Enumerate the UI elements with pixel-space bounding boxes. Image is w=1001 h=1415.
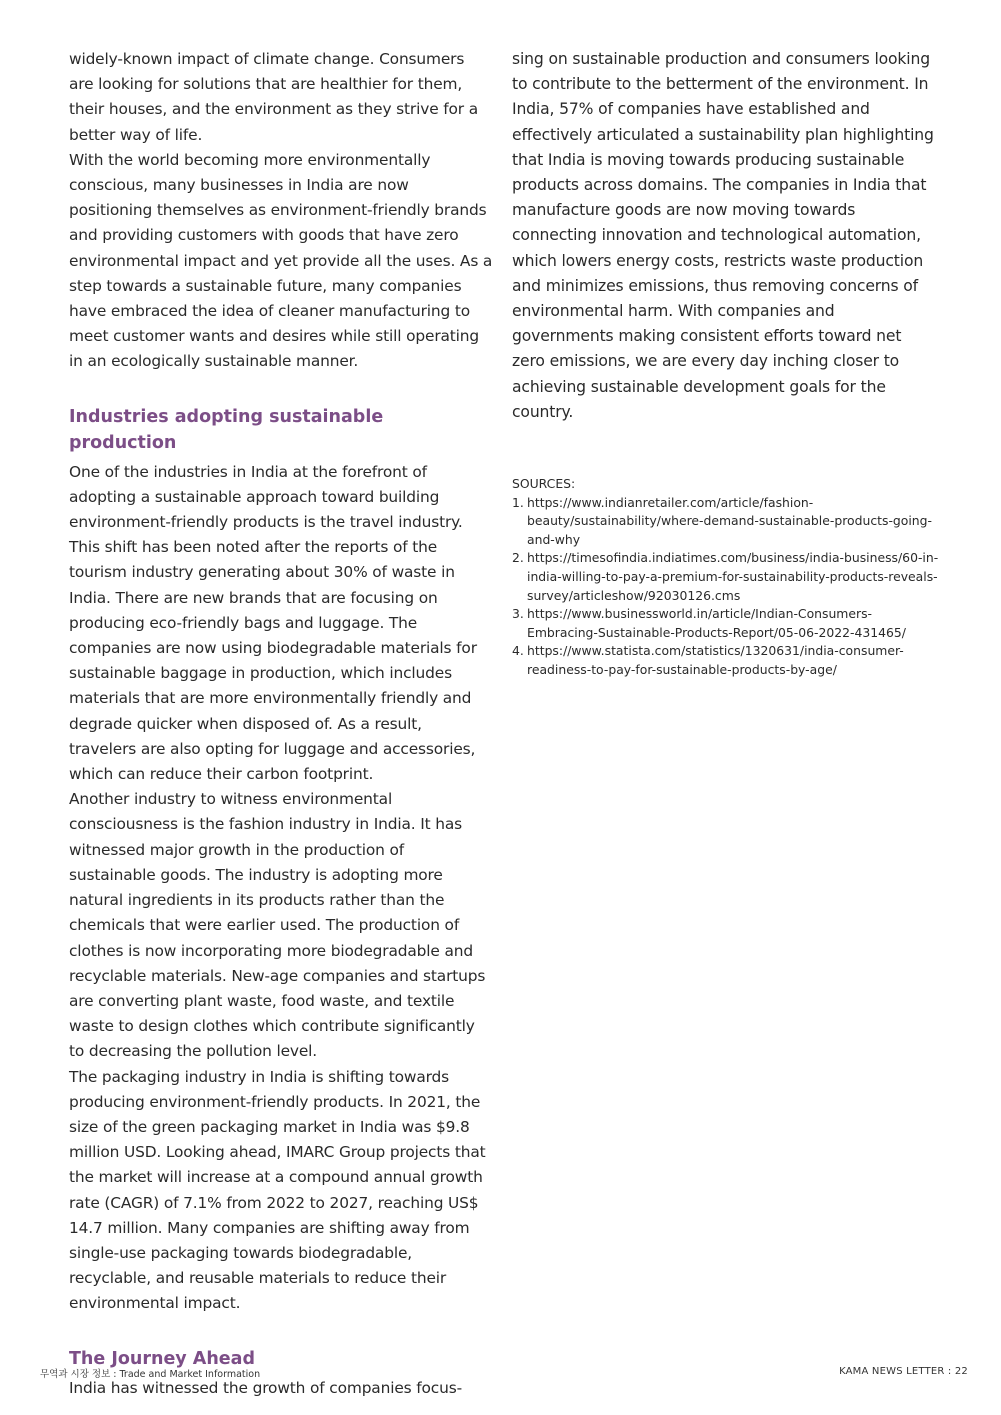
intro-text xyxy=(69,47,493,375)
industries-text xyxy=(69,460,493,1317)
source-item xyxy=(512,642,942,679)
paragraph: The packaging industry in India is shifting towards producing environment-friendly products. In 2021, the size of the green packaging market in India was $9.8 million USD. Looking ahead, IMARC Group projects that the market will increase at a compound annual growth rate (CAGR) of 7.1% from 2022 to 2027, reaching US$ 14.7 million. Many companies are shifting away from single-use packaging towards biodegradable, recyclable, and reusable materials to reduce their environmental impact. xyxy=(69,1067,486,1313)
source-number: 4. xyxy=(512,643,524,659)
paragraph: India has witnessed the growth of companies focus- xyxy=(69,1378,462,1397)
source-item xyxy=(512,605,942,642)
section-heading-industries: Industries adopting sustainable production xyxy=(69,406,384,453)
source-number: 1. xyxy=(512,494,524,510)
source-link[interactable]: https://www.indianretailer.com/article/fashion-beauty/sustainability/where-demand-sustainable-products-going-and-why xyxy=(527,494,932,547)
paragraph: One of the industries in India at the forefront of adopting a sustainable approach toward building environment-friendly products is the travel industry. This shift has been noted after the reports of the tourism industry generating about 30% of waste in India. There are new brands that are focusing on producing eco-friendly bags and luggage. The companies are now using biodegradable materials for sustainable baggage in production, which includes materials that are more environmentally friendly and degrade quicker when disposed of. As a result, travelers are also opting for luggage and accessories, which can reduce their carbon footprint. xyxy=(69,462,477,784)
source-link[interactable]: https://timesofindia.indiatimes.com/business/india-business/60-in-india-willing-to-pay-a-premium-for-sustainability-products-reveals-survey/articleshow/92030126.cms xyxy=(527,550,939,603)
footer-section-label: 무역과 시장 정보 : Trade and Market Information xyxy=(40,1369,261,1380)
source-link[interactable]: https://www.statista.com/statistics/1320631/india-consumer-readiness-to-pay-for-sustainable-products-by-age/ xyxy=(527,643,904,677)
sources-list xyxy=(512,475,942,680)
source-item xyxy=(512,549,942,605)
sources-title: SOURCES: xyxy=(512,476,576,491)
source-number: 2. xyxy=(512,550,524,566)
section-heading-journey: The Journey Ahead xyxy=(69,1348,256,1369)
source-item xyxy=(512,494,942,550)
paragraph: sing on sustainable production and consumers looking to contribute to the betterment of the environment. In India, 57% of companies have established and effectively articulated a sustainability plan highlighting that India is moving towards producing sustainable products across domains. The companies in India that manufacture goods are now moving towards connecting innovation and technological automation, which lowers energy costs, restricts waste production and minimizes emissions, thus removing concerns of environmental harm. With companies and governments making consistent efforts toward net zero emissions, we are every day inching closer to achieving sustainable development goals for the country. xyxy=(512,50,934,421)
left-column xyxy=(69,47,493,1401)
right-column xyxy=(512,47,936,425)
paragraph: With the world becoming more environmentally conscious, many businesses in India are now positioning themselves as environment-friendly brands and providing customers with goods that have zero environmental impact and yet provide all the uses. As a step towards a sustainable future, many companies have embraced the idea of cleaner manufacturing to meet customer wants and desires while still operating in an ecologically sustainable manner. xyxy=(69,150,493,371)
source-link[interactable]: https://www.businessworld.in/article/Indian-Consumers-Embracing-Sustainable-Products-Report/05-06-2022-431465/ xyxy=(527,606,906,640)
sources-items xyxy=(512,494,942,680)
paragraph: Another industry to witness environmental consciousness is the fashion industry in India. It has witnessed major growth in the production of sustainable goods. The industry is adopting more natural ingredients in its products rather than the chemicals that were earlier used. The production of clothes is now incorporating more biodegradable and recyclable materials. New-age companies and startups are converting plant waste, food waste, and textile waste to design clothes which contribute significantly to decreasing the pollution level. xyxy=(69,790,486,1061)
footer-page-number: KAMA NEWS LETTER : 22 xyxy=(839,1366,968,1377)
journey-text-continued xyxy=(512,47,936,425)
paragraph: widely-known impact of climate change. Consumers are looking for solutions that are healthier for them, their houses, and the environment as they strive for a better way of life. xyxy=(69,50,478,144)
source-number: 3. xyxy=(512,606,524,622)
